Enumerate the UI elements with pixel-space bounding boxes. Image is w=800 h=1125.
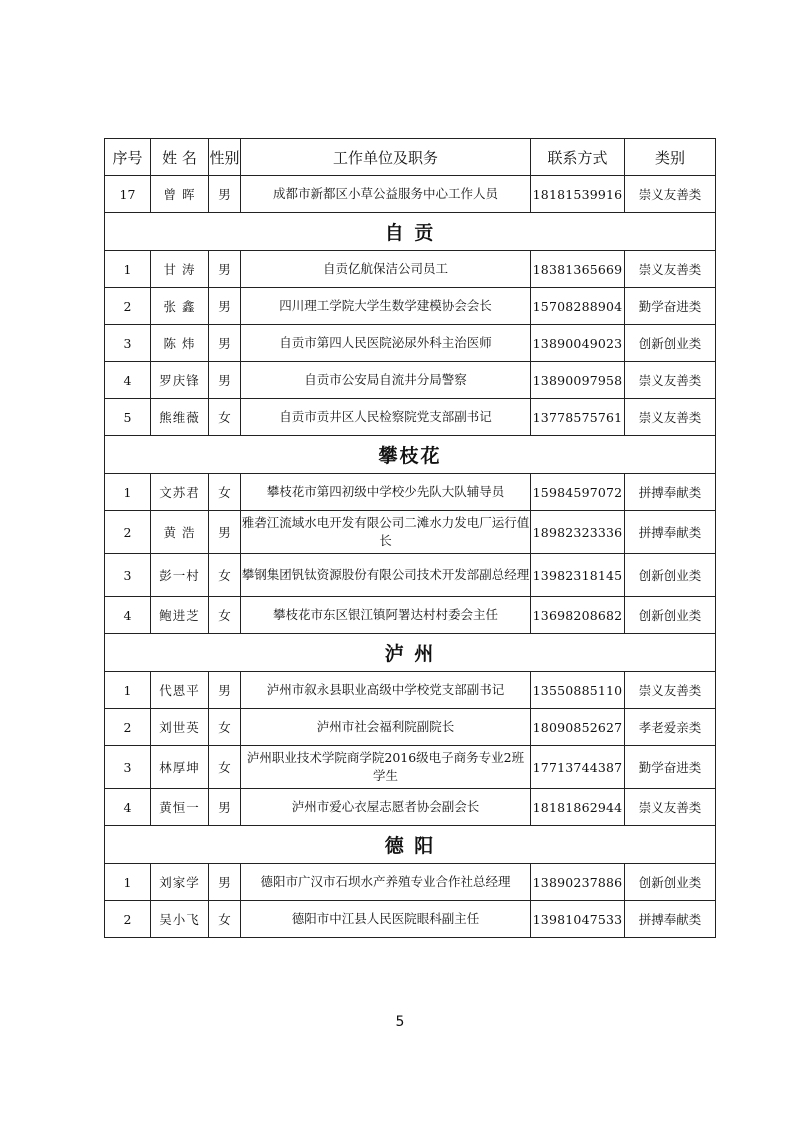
header-phone: 联系方式	[531, 139, 625, 176]
region-row	[105, 213, 716, 251]
cell-phone: 18181539916	[531, 176, 625, 213]
cell-unit: 雅砻江流域水电开发有限公司二滩水力发电厂运行值长	[241, 511, 531, 554]
cell-no: 1	[105, 672, 151, 709]
cell-category: 崇义友善类	[625, 176, 716, 213]
table-row	[105, 901, 716, 938]
cell-name: 张 鑫	[151, 288, 209, 325]
cell-unit: 泸州市叙永县职业高级中学校党支部副书记	[241, 672, 531, 709]
cell-phone: 18982323336	[531, 511, 625, 554]
cell-phone: 13890049023	[531, 325, 625, 362]
cell-gender: 男	[209, 789, 241, 826]
region-title: 德 阳	[105, 826, 716, 864]
cell-name: 刘家学	[151, 864, 209, 901]
cell-gender: 女	[209, 709, 241, 746]
cell-name: 黄 浩	[151, 511, 209, 554]
cell-gender: 男	[209, 672, 241, 709]
cell-gender: 女	[209, 399, 241, 436]
cell-unit: 攀枝花市第四初级中学校少先队大队辅导员	[241, 474, 531, 511]
cell-no: 3	[105, 325, 151, 362]
cell-phone: 18090852627	[531, 709, 625, 746]
cell-unit: 自贡市贡井区人民检察院党支部副书记	[241, 399, 531, 436]
cell-category: 崇义友善类	[625, 251, 716, 288]
table-row	[105, 251, 716, 288]
cell-no: 4	[105, 362, 151, 399]
cell-category: 孝老爱亲类	[625, 709, 716, 746]
cell-phone: 18181862944	[531, 789, 625, 826]
table-row	[105, 672, 716, 709]
cell-unit: 泸州职业技术学院商学院2016级电子商务专业2班学生	[241, 746, 531, 789]
cell-category: 拼搏奉献类	[625, 511, 716, 554]
cell-phone: 13981047533	[531, 901, 625, 938]
roster-table	[104, 138, 716, 938]
cell-name: 罗庆锋	[151, 362, 209, 399]
cell-gender: 男	[209, 176, 241, 213]
region-title: 攀枝花	[105, 436, 716, 474]
cell-unit: 攀枝花市东区银江镇阿署达村村委会主任	[241, 597, 531, 634]
cell-no: 17	[105, 176, 151, 213]
cell-category: 崇义友善类	[625, 362, 716, 399]
cell-gender: 男	[209, 362, 241, 399]
cell-no: 4	[105, 597, 151, 634]
table-row	[105, 511, 716, 554]
header-unit: 工作单位及职务	[241, 139, 531, 176]
cell-name: 甘 涛	[151, 251, 209, 288]
cell-name: 文苏君	[151, 474, 209, 511]
cell-unit: 成都市新都区小草公益服务中心工作人员	[241, 176, 531, 213]
cell-category: 拼搏奉献类	[625, 901, 716, 938]
cell-phone: 13982318145	[531, 554, 625, 597]
table-row	[105, 597, 716, 634]
cell-gender: 女	[209, 901, 241, 938]
table-row	[105, 288, 716, 325]
table-row	[105, 554, 716, 597]
cell-category: 创新创业类	[625, 325, 716, 362]
cell-unit: 攀钢集团钒钛资源股份有限公司技术开发部副总经理	[241, 554, 531, 597]
cell-no: 2	[105, 511, 151, 554]
cell-phone: 13778575761	[531, 399, 625, 436]
cell-unit: 自贡市公安局自流井分局警察	[241, 362, 531, 399]
table-row	[105, 709, 716, 746]
cell-category: 勤学奋进类	[625, 746, 716, 789]
cell-name: 黄恒一	[151, 789, 209, 826]
cell-name: 熊维薇	[151, 399, 209, 436]
cell-category: 崇义友善类	[625, 399, 716, 436]
cell-phone: 13550885110	[531, 672, 625, 709]
cell-gender: 男	[209, 864, 241, 901]
region-title: 泸 州	[105, 634, 716, 672]
table-row	[105, 864, 716, 901]
cell-no: 1	[105, 864, 151, 901]
cell-phone: 13698208682	[531, 597, 625, 634]
cell-name: 彭一村	[151, 554, 209, 597]
cell-unit: 自贡亿航保洁公司员工	[241, 251, 531, 288]
cell-no: 1	[105, 251, 151, 288]
cell-unit: 德阳市广汉市石坝水产养殖专业合作社总经理	[241, 864, 531, 901]
cell-unit: 泸州市社会福利院副院长	[241, 709, 531, 746]
header-gender: 性别	[209, 139, 241, 176]
cell-category: 创新创业类	[625, 554, 716, 597]
cell-gender: 女	[209, 746, 241, 789]
cell-gender: 女	[209, 474, 241, 511]
table-row	[105, 399, 716, 436]
cell-no: 4	[105, 789, 151, 826]
cell-no: 2	[105, 709, 151, 746]
cell-no: 3	[105, 554, 151, 597]
table-row	[105, 362, 716, 399]
region-row	[105, 436, 716, 474]
cell-phone: 13890097958	[531, 362, 625, 399]
cell-phone: 15984597072	[531, 474, 625, 511]
cell-category: 创新创业类	[625, 597, 716, 634]
cell-name: 林厚坤	[151, 746, 209, 789]
cell-no: 2	[105, 288, 151, 325]
region-row	[105, 826, 716, 864]
cell-name: 鲍进芝	[151, 597, 209, 634]
cell-phone: 15708288904	[531, 288, 625, 325]
cell-gender: 男	[209, 251, 241, 288]
header-category: 类别	[625, 139, 716, 176]
cell-name: 代恩平	[151, 672, 209, 709]
cell-phone: 17713744387	[531, 746, 625, 789]
cell-phone: 18381365669	[531, 251, 625, 288]
cell-unit: 德阳市中江县人民医院眼科副主任	[241, 901, 531, 938]
table-row	[105, 325, 716, 362]
cell-unit: 四川理工学院大学生数学建模协会会长	[241, 288, 531, 325]
cell-unit: 泸州市爱心衣屋志愿者协会副会长	[241, 789, 531, 826]
cell-gender: 男	[209, 288, 241, 325]
region-row	[105, 634, 716, 672]
table-row	[105, 176, 716, 213]
cell-category: 勤学奋进类	[625, 288, 716, 325]
header-name: 姓 名	[151, 139, 209, 176]
cell-name: 吴小飞	[151, 901, 209, 938]
cell-gender: 女	[209, 554, 241, 597]
cell-category: 创新创业类	[625, 864, 716, 901]
table-row	[105, 789, 716, 826]
cell-no: 1	[105, 474, 151, 511]
header-no: 序号	[105, 139, 151, 176]
cell-category: 崇义友善类	[625, 789, 716, 826]
cell-no: 2	[105, 901, 151, 938]
cell-name: 陈 炜	[151, 325, 209, 362]
cell-phone: 13890237886	[531, 864, 625, 901]
cell-unit: 自贡市第四人民医院泌尿外科主治医师	[241, 325, 531, 362]
cell-no: 3	[105, 746, 151, 789]
cell-category: 拼搏奉献类	[625, 474, 716, 511]
cell-gender: 男	[209, 511, 241, 554]
table-row	[105, 746, 716, 789]
page-number: 5	[395, 1014, 405, 1030]
cell-name: 曾 晖	[151, 176, 209, 213]
cell-gender: 女	[209, 597, 241, 634]
cell-name: 刘世英	[151, 709, 209, 746]
cell-gender: 男	[209, 325, 241, 362]
table-row	[105, 474, 716, 511]
cell-category: 崇义友善类	[625, 672, 716, 709]
cell-no: 5	[105, 399, 151, 436]
region-title: 自 贡	[105, 213, 716, 251]
header-row	[105, 139, 716, 176]
